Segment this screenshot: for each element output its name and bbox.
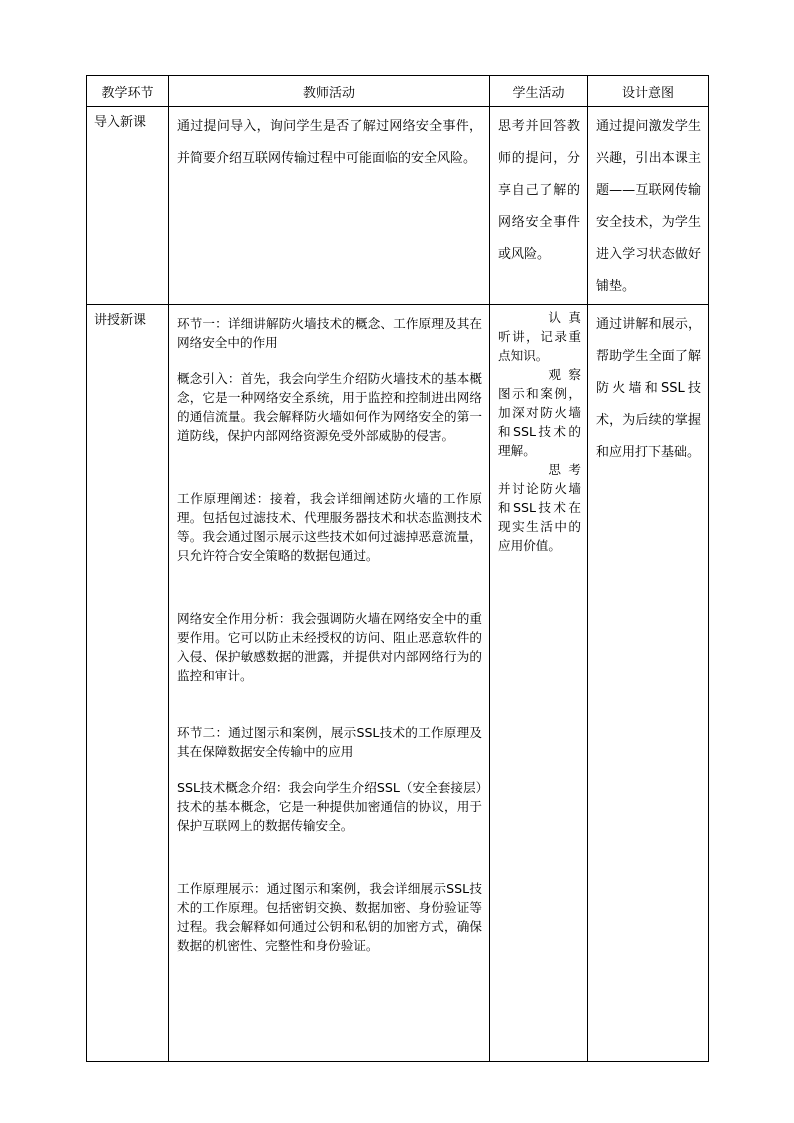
header-stage: 教学环节 [87, 76, 169, 107]
main-stage-label: 讲授新课 [94, 313, 147, 328]
header-teacher-activity: 教师活动 [169, 76, 490, 107]
cell-intro-design [588, 107, 709, 305]
teacher-concept-intro: 概念引入：首先，我会向学生介绍防火墙技术的基本概念，它是一种网络安全系统，用于监控和控制进出网络的通信流量。我会解释防火墙如何作为网络安全的第一道防线，保护内部网络资源免受外部威胁的侵害。 [177, 371, 482, 443]
student-activity-1: 认真听讲，记录重点知识。 [498, 310, 581, 363]
intro-stage-label: 导入新课 [94, 115, 147, 130]
intro-student-text: 思考并回答教师的提问，分享自己了解的网络安全事件或风险。 [498, 119, 580, 262]
student-activity-2: 观察图示和案例，加深对防火墙和SSL技术的理解。 [498, 367, 581, 458]
main-design-text: 通过讲解和展示，帮助学生全面了解防火墙和SSL技术，为后续的掌握和应用打下基础。 [596, 317, 701, 460]
cell-main-teacher [169, 305, 490, 1062]
cell-main-design [588, 305, 709, 1062]
table-row-intro [87, 107, 709, 305]
table-row-new-lesson [87, 305, 709, 1062]
teacher-segment-1-title: 环节一：详细讲解防火墙技术的概念、工作原理及其在网络安全中的作用 [177, 316, 482, 350]
teacher-ssl-principle: 工作原理展示：通过图示和案例，我会详细展示SSL技术的工作原理。包括密钥交换、数据加密、身份验证等过程。我会解释如何通过公钥和私钥的加密方式，确保数据的机密性、完整性和身份验证。 [177, 881, 482, 953]
cell-intro-student [490, 107, 588, 305]
teacher-ssl-concept: SSL技术概念介绍：我会向学生介绍SSL（安全套接层）技术的基本概念，它是一种提供加密通信的协议，用于保护互联网上的数据传输安全。 [177, 780, 482, 833]
teacher-security-role: 网络安全作用分析：我会强调防火墙在网络安全中的重要作用。它可以防止未经授权的访问、阻止恶意软件的入侵、保护敏感数据的泄露，并提供对内部网络行为的监控和审计。 [177, 611, 482, 683]
cell-main-stage [87, 305, 169, 1062]
header-row [87, 76, 709, 107]
teacher-segment-2-title: 环节二：通过图示和案例，展示SSL技术的工作原理及其在保障数据安全传输中的应用 [177, 725, 482, 759]
cell-intro-teacher [169, 107, 490, 305]
student-activity-3: 思考并讨论防火墙和SSL技术在现实生活中的应用价值。 [498, 462, 581, 553]
cell-main-student [490, 305, 588, 1062]
cell-intro-stage [87, 107, 169, 305]
intro-teacher-text: 通过提问导入，询问学生是否了解过网络安全事件，并简要介绍互联网传输过程中可能面临的安全风险。 [177, 119, 482, 166]
header-design-intent: 设计意图 [588, 76, 709, 107]
lesson-plan-table [86, 75, 709, 1062]
intro-design-text: 通过提问激发学生兴趣，引出本课主题——互联网传输安全技术，为学生进入学习状态做好铺垫。 [596, 119, 701, 294]
header-student-activity: 学生活动 [490, 76, 588, 107]
teacher-principle-explain: 工作原理阐述：接着，我会详细阐述防火墙的工作原理。包括包过滤技术、代理服务器技术和状态监测技术等。我会通过图示展示这些技术如何过滤掉恶意流量，只允许符合安全策略的数据包通过。 [177, 491, 482, 563]
